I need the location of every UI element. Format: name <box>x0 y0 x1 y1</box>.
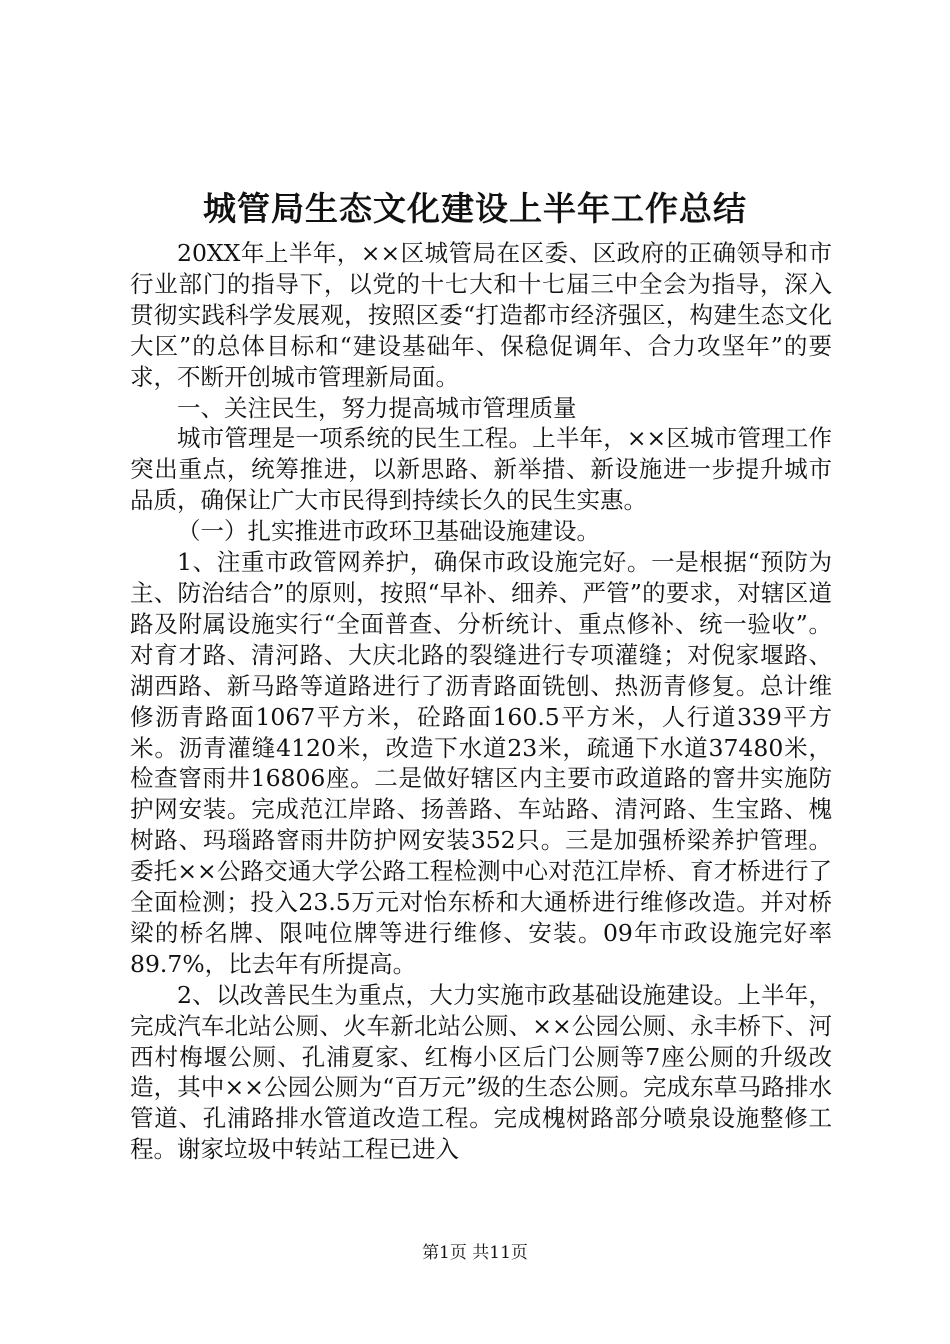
page-number-footer: 第1页 共11页 <box>422 1243 528 1263</box>
paragraph-intro: 20XX年上半年，××区城管局在区委、区政府的正确领导和市行业部门的指导下，以党的十七大和十七届三中全会为指导，深入贯彻实践科学发展观，按照区委“打造都市经济强区，构建生态文化大区”的总体目标和“建设基础年、保稳促调年、合力攻坚年”的要求，不断开创城市管理新局面。 <box>130 239 832 391</box>
paragraph-section-1-intro: 城市管理是一项系统的民生工程。上半年，××区城市管理工作突出重点，统筹推进，以新思路、新举措、新设施进一步提升城市品质，确保让广大市民得到持续长久的民生实惠。 <box>130 424 832 515</box>
section-heading-1: 一、关注民生，努力提高城市管理质量 <box>177 393 577 422</box>
document-body <box>130 238 832 1165</box>
document-title: 城管局生态文化建设上半年工作总结 <box>203 189 747 228</box>
subsection-heading-1: （一）扎实推进市政环卫基础设施建设。 <box>177 517 600 546</box>
paragraph-item-2: 2、以改善民生为重点，大力实施市政基础设施建设。上半年，完成汽车北站公厕、火车新北站公厕、××公园公厕、永丰桥下、河西村梅堰公厕、孔浦夏家、红梅小区后门公厕等7座公厕的升级改造，其中××公园公厕为“百万元”级的生态公厕。完成东草马路排水管道、孔浦路排水管道改造工程。完成槐树路部分喷泉设施整修工程。谢家垃圾中转站工程已进入 <box>130 980 832 1164</box>
paragraph-item-1: 1、注重市政管网养护，确保市政设施完好。一是根据“预防为主、防治结合”的原则，按照“早补、细养、严管”的要求，对辖区道路及附属设施实行“全面普查、分析统计、重点修补、统一验收”。对育才路、清河路、大庆北路的裂缝进行专项灌缝；对倪家堰路、湖西路、新马路等道路进行了沥青路面铣刨、热沥青修复。总计维修沥青路面1067平方米，砼路面160.5平方米，人行道339平方米。沥青灌缝4120米，改造下水道23米，疏通下水道37480米，检查窨雨井16806座。二是做好辖区内主要市政道路的窨井实施防护网安装。完成范江岸路、扬善路、车站路、清河路、生宝路、槐树路、玛瑙路窨雨井防护网安装352只。三是加强桥梁养护管理。委托××公路交通大学公路工程检测中心对范江岸桥、育才桥进行了全面检测；投入23.5万元对怡东桥和大通桥进行维修改造。并对桥梁的桥名牌、限吨位牌等进行维修、安装。09年市政设施完好率89.7%，比去年有所提高。 <box>130 548 832 978</box>
